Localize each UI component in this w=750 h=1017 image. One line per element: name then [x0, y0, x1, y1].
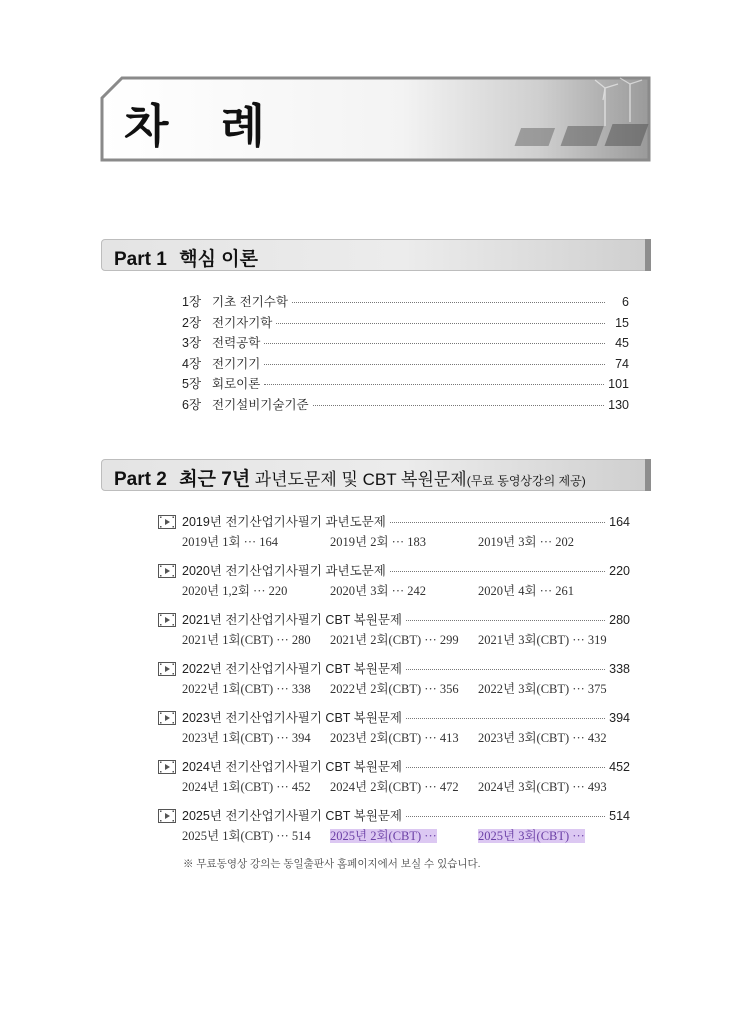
exam-heading-row[interactable]	[158, 610, 630, 630]
leader-dots	[276, 323, 605, 324]
chapter-name: 기초 전기수학	[212, 295, 288, 309]
part2-note: (무료 동영상강의 제공)	[466, 474, 586, 488]
video-film-icon[interactable]	[158, 662, 176, 676]
exam-session-row	[182, 679, 630, 699]
exam-session[interactable]	[330, 679, 478, 699]
part2-header	[101, 459, 651, 491]
leader-dots	[406, 669, 605, 670]
chapter-page: 15	[615, 315, 629, 330]
part1-chapter-list	[182, 292, 629, 416]
exam-session[interactable]	[478, 630, 626, 650]
chapter-page: 130	[608, 397, 629, 412]
exam-heading-row[interactable]	[158, 806, 630, 826]
exam-page: 394	[609, 711, 630, 725]
exam-session-row	[182, 532, 630, 552]
video-film-icon[interactable]	[158, 760, 176, 774]
exam-session-label: 2019년 1회 ··· 164	[182, 535, 279, 549]
video-film-icon[interactable]	[158, 711, 176, 725]
exam-heading: 2019년 전기산업기사필기 과년도문제	[182, 515, 386, 529]
exam-session-label: 2020년 1,2회 ··· 220	[182, 584, 288, 598]
exam-session-label: 2024년 2회(CBT) ··· 472	[330, 780, 459, 794]
exam-page: 338	[609, 662, 630, 676]
exam-session-row	[182, 581, 630, 601]
chapter-page: 6	[622, 295, 629, 309]
chapter-page: 45	[615, 336, 629, 351]
leader-dots	[406, 816, 605, 817]
footnote: ※ 무료동영상 강의는 동일출판사 홈페이지에서 보실 수 있습니다.	[183, 858, 481, 870]
exam-session-label: 2020년 3회 ··· 242	[330, 584, 427, 598]
chapter-name: 회로이론	[212, 377, 261, 392]
exam-session-label: 2023년 3회(CBT) ··· 432	[478, 731, 607, 745]
chapter-page: 74	[615, 356, 629, 371]
exam-session[interactable]	[330, 630, 478, 650]
exam-session[interactable]	[330, 581, 478, 601]
exam-session[interactable]	[182, 581, 330, 601]
exam-session-label: 2021년 1회(CBT) ··· 280	[182, 633, 311, 647]
chapter-row[interactable]	[182, 313, 629, 334]
exam-page: 452	[609, 760, 630, 774]
exam-heading-row[interactable]	[158, 561, 630, 581]
exam-session-row	[182, 777, 630, 797]
exam-session[interactable]	[478, 728, 626, 748]
exam-page: 164	[609, 515, 630, 529]
chapter-name: 전력공학	[212, 336, 261, 351]
chapter-number: 5장	[182, 377, 202, 392]
leader-dots	[264, 364, 605, 365]
exam-heading: 2023년 전기산업기사필기 CBT 복원문제	[182, 711, 402, 725]
part2-title: 최근 7년	[179, 469, 251, 490]
exam-session[interactable]	[182, 826, 330, 846]
leader-dots	[313, 405, 605, 406]
exam-year-group	[158, 561, 630, 601]
exam-year-group	[158, 512, 630, 552]
exam-session-label: 2022년 3회(CBT) ··· 375	[478, 682, 607, 696]
exam-session-label: 2020년 4회 ··· 261	[478, 584, 575, 598]
exam-session[interactable]	[330, 728, 478, 748]
chapter-name: 전기자기학	[212, 315, 273, 330]
exam-session[interactable]	[478, 581, 626, 601]
exam-session-row	[182, 728, 630, 748]
exam-session[interactable]	[182, 728, 330, 748]
video-film-icon[interactable]	[158, 809, 176, 823]
exam-session[interactable]	[182, 532, 330, 552]
exam-session[interactable]	[330, 826, 478, 846]
exam-year-group	[158, 610, 630, 650]
exam-session-row	[182, 826, 630, 846]
exam-session[interactable]	[478, 826, 626, 846]
exam-session[interactable]	[330, 532, 478, 552]
part1-title: 핵심 이론	[179, 249, 258, 270]
exam-session-label: 2025년 1회(CBT) ··· 514	[182, 829, 311, 843]
exam-heading: 2025년 전기산업기사필기 CBT 복원문제	[182, 809, 402, 823]
exam-session[interactable]	[182, 777, 330, 797]
exam-session-label: 2024년 3회(CBT) ··· 493	[478, 780, 607, 794]
chapter-number: 1장	[182, 295, 202, 309]
exam-heading: 2022년 전기산업기사필기 CBT 복원문제	[182, 662, 402, 676]
exam-heading-row[interactable]	[158, 659, 630, 679]
exam-session-label: 2021년 2회(CBT) ··· 299	[330, 633, 459, 647]
leader-dots	[390, 571, 605, 572]
exam-heading-row[interactable]	[158, 708, 630, 728]
exam-session[interactable]	[182, 679, 330, 699]
exam-session-label: 2025년 3회(CBT) ···	[478, 829, 585, 843]
exam-session-label: 2021년 3회(CBT) ··· 319	[478, 633, 607, 647]
exam-page: 220	[609, 564, 630, 578]
leader-dots	[264, 343, 605, 344]
leader-dots	[292, 302, 605, 303]
chapter-row[interactable]	[182, 292, 629, 313]
page-title: 차 례	[124, 99, 283, 153]
exam-heading: 2024년 전기산업기사필기 CBT 복원문제	[182, 760, 402, 774]
exam-page: 514	[609, 809, 630, 823]
exam-year-group	[158, 708, 630, 748]
leader-dots	[406, 767, 605, 768]
exam-session[interactable]	[478, 532, 626, 552]
chapter-row[interactable]	[182, 333, 629, 354]
part2-subtitle: 과년도문제 및 CBT 복원문제	[254, 470, 467, 489]
exam-session[interactable]	[478, 777, 626, 797]
chapter-row[interactable]	[182, 395, 629, 416]
exam-year-group	[158, 806, 630, 846]
exam-heading: 2021년 전기산업기사필기 CBT 복원문제	[182, 613, 402, 627]
exam-session[interactable]	[182, 630, 330, 650]
leader-dots	[390, 522, 605, 523]
exam-session-label: 2022년 2회(CBT) ··· 356	[330, 682, 459, 696]
exam-session-label: 2025년 2회(CBT) ···	[330, 829, 437, 843]
part1-label: Part 1	[114, 249, 167, 270]
chapter-name: 전기설비기술기준	[212, 397, 309, 412]
video-film-icon[interactable]	[158, 564, 176, 578]
exam-year-group	[158, 757, 630, 797]
exam-heading: 2020년 전기산업기사필기 과년도문제	[182, 564, 386, 578]
exam-session-label: 2024년 1회(CBT) ··· 452	[182, 780, 311, 794]
exam-session[interactable]	[478, 679, 626, 699]
video-film-icon[interactable]	[158, 613, 176, 627]
part2-label: Part 2	[114, 469, 167, 490]
leader-dots	[406, 718, 605, 719]
leader-dots	[264, 384, 604, 385]
chapter-name: 전기기기	[212, 356, 261, 371]
exam-heading-row[interactable]	[158, 512, 630, 532]
title-banner	[100, 76, 651, 162]
exam-session-row	[182, 630, 630, 650]
exam-session-label: 2023년 1회(CBT) ··· 394	[182, 731, 311, 745]
exam-session-label: 2022년 1회(CBT) ··· 338	[182, 682, 311, 696]
chapter-row[interactable]	[182, 354, 629, 375]
exam-year-group	[158, 659, 630, 699]
exam-session-label: 2019년 3회 ··· 202	[478, 535, 575, 549]
part1-header	[101, 239, 651, 271]
exam-page: 280	[609, 613, 630, 627]
chapter-number: 3장	[182, 336, 202, 351]
exam-session[interactable]	[330, 777, 478, 797]
chapter-number: 4장	[182, 356, 202, 371]
exam-session-label: 2019년 2회 ··· 183	[330, 535, 427, 549]
chapter-number: 2장	[182, 315, 202, 330]
video-film-icon[interactable]	[158, 515, 176, 529]
chapter-number: 6장	[182, 397, 202, 412]
chapter-row[interactable]	[182, 374, 629, 395]
exam-session-label: 2023년 2회(CBT) ··· 413	[330, 731, 459, 745]
exam-heading-row[interactable]	[158, 757, 630, 777]
chapter-page: 101	[608, 377, 629, 392]
leader-dots	[406, 620, 605, 621]
